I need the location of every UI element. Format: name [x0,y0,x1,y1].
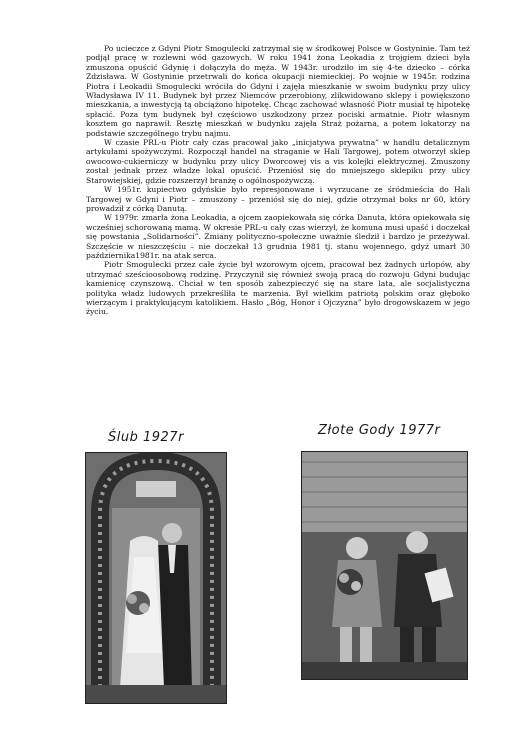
golden-anniversary-photo [301,451,468,680]
paragraph-1: Po ucieczce z Gdyni Piotr Smogulecki zatrzymał się w środkowej Polsce w Gostyninie. Tam też podjął pracę w rozlewni wód gazowych. W roku 1941 żona Leokadia z trojgiem dzieci była zmuszona opuścić Gdynię i dołączyła do męża. W 1943r. urodziło im się 4-te dziecko – córka Zdzisława. W Gostyninie przetrwali do końca okupacji niemieckiej. Po wojnie w 1945r. rodzina Piotra i Leokadii Smogulecki wróciła do Gdyni i zajęła mieszkanie w swoim budynku przy ulicy Władysława IV 11. Budynek był przez Niemców przerobiony, zlikwidowano sklepy i powiększono mieszkania, a inwestycją tą obciążono hipotekę. Chcąc zachować własność Piotr musiał tę hipotekę spłacić. Poza tym budynek był częściowo uszkodzony przez pociski armatnie. Piotr własnym kosztem go naprawił. Resztę mieszkań w budynku zajęła Straż pożarna, a potem lokatorzy na podstawie szczególnego trybu najmu. [86,44,470,138]
paragraph-4: W 1979r. zmarła żona Leokadia, a ojcem zaopiekowała się córka Danuta, która opiekowała się wcześniej schorowaną mamą. W okresie PRL-u cały czas wierzył, że komuna musi upaść i doczekał się powstania „Solidarności”. Zmiany polityczno-społeczne uważnie śledził i bardzo je przeżywał. Szczęście w nieszczęściu – nie doczekał 13 grudnia 1981 tj. stanu wojennego, gdyż umarł 30 października1981r. na atak serca. [86,213,470,260]
wedding-photo [85,452,227,704]
paragraph-2: W czasie PRL-u Piotr cały czas pracował jako „inicjatywa prywatna” w handlu detalicznym artykułami spożywczymi. Rozpoczął handel na straganie w Hali Targowej, potem otworzył sklep owocowo-cukierniczy w budynku przy ulicy Dworcowej vis a vis kolejki elektrycznej. Zmuszony został jednak przez władze lokal opuścić. Przeniósł się do mniejszego sklepiku przy ulicy Starowiejskiej, gdzie rozszerzył branżę o ogólnospożywczą. [86,138,470,185]
golden-anniversary-caption: Złote Gody 1977r [318,423,441,438]
paragraph-5: Piotr Smogulecki przez całe życie był wzorowym ojcem, pracował bez żadnych urlopów, aby utrzymać sześcioosobową rodzinę. Przyczynił się również swoją pracą do rozwoju Gdyni budując kamienicę czynszową. Chciał w ten sposób zabezpieczyć się na stare lata, ale socjalistyczna polityka władz ludowych przekreśliła te marzenia. Był wielkim patriotą polskim oraz głęboko wierzącym i praktykującym katolikiem. Hasło „Bóg, Honor i Ojczyzna” było drogowskazem w jego życiu. [86,260,470,317]
body-text [86,44,470,317]
wedding-photo-caption: Ślub 1927r [108,430,184,445]
paragraph-3: W 1951r. kupiectwo gdyńskie było represjonowane i wyrzucane ze śródmieścia do Hali Targowej w Gdyni i Piotr – zmuszony – przeniósł się do niej, gdzie otrzymał boks nr 60, który prowadził z córką Danutą. [86,185,470,213]
